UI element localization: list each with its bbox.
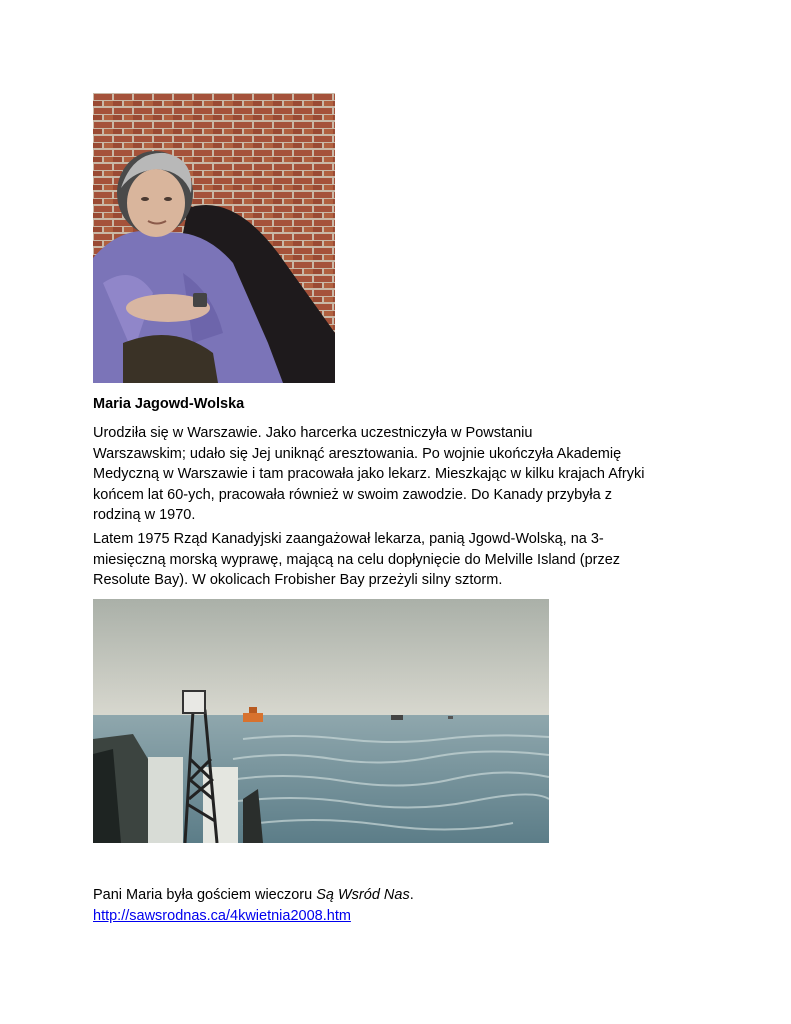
biography-paragraph — [93, 423, 644, 526]
closing-paragraph — [93, 885, 414, 926]
expedition-paragraph — [93, 529, 620, 591]
portrait-photo — [93, 93, 335, 383]
closing-text-before: Pani Maria była gościem wieczoru — [93, 887, 317, 903]
person-name-heading: Maria Jagowd-Wolska — [93, 396, 245, 412]
event-link[interactable]: http://sawsrodnas.ca/4kwietnia2008.htm — [93, 907, 351, 924]
ship-at-sea-photo — [93, 599, 549, 843]
closing-text-after: . — [409, 887, 414, 903]
text-line: końcem lat 60-ych, pracowała również w swoim zawodzie. Do Kanady przybyła z — [93, 486, 612, 503]
text-line: Resolute Bay). W okolicach Frobisher Bay przeżyli silny sztorm. — [93, 572, 503, 588]
text-line: Latem 1975 Rząd Kanadyjski zaangażował lekarza, panią Jgowd-Wolską, na 3- — [93, 531, 604, 547]
text-line: rodziną w 1970. — [93, 507, 196, 523]
text-line: Urodziła się w Warszawie. Jako harcerka uczestniczyła w Powstaniu — [93, 425, 533, 441]
closing-text — [93, 885, 414, 906]
event-title: Są Wsród Nas — [316, 887, 410, 903]
text-line: Warszawskim; udało się Jej uniknąć aresztowania. Po wojnie ukończyła Akademię — [93, 445, 622, 462]
text-line: Medyczną w Warszawie i tam pracowała jako lekarz. Mieszkając w kilku krajach Afryki — [93, 466, 645, 482]
text-line: miesięczną morską wyprawę, mającą na celu dopłynięcie do Melville Island (przez — [93, 551, 621, 568]
